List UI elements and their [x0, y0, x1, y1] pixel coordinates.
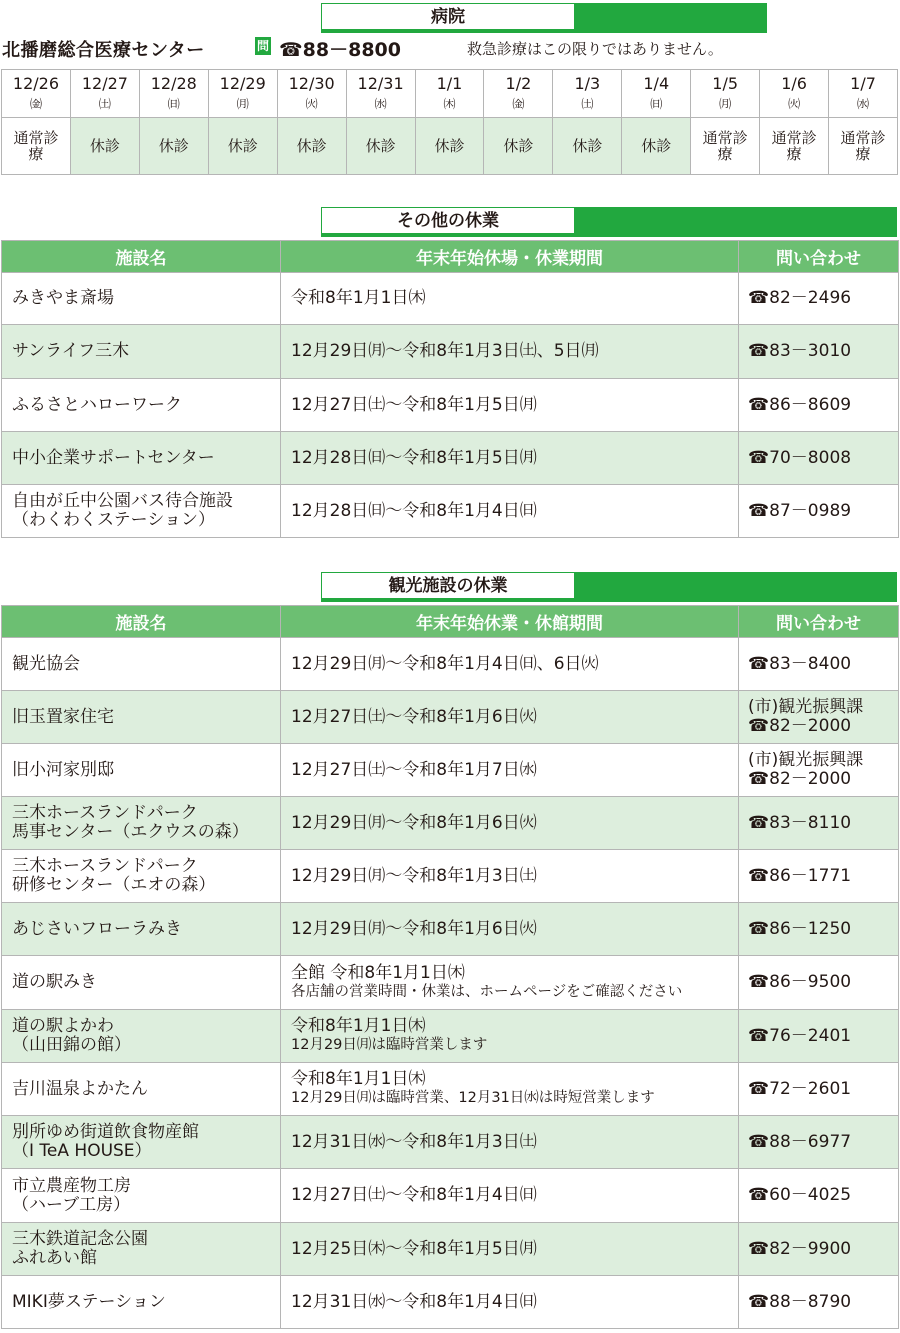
- period-text: 令和8年1月1日㈭: [291, 288, 426, 308]
- period-text: 12月29日㈪～令和8年1月6日㈫: [291, 918, 537, 939]
- period-cell: [281, 1116, 739, 1169]
- calendar-date: 12/28: [150, 73, 197, 93]
- facility-name: 三木ホースランドパーク: [12, 803, 198, 823]
- period-text: 12月27日㈯～令和8年1月6日㈫: [291, 706, 537, 727]
- facility-cell: [2, 956, 281, 1010]
- period-cell: [281, 691, 739, 744]
- facility-name-sub: （わくわくステーション）: [12, 510, 215, 530]
- calendar-date: 1/6: [781, 73, 807, 93]
- calendar-date: 1/2: [505, 73, 532, 93]
- calendar-date-cell: [553, 70, 622, 118]
- calendar-date: 12/29: [219, 73, 266, 93]
- inquiry-icon: 問: [256, 39, 269, 53]
- facility-name: 旧玉置家住宅: [12, 706, 114, 727]
- facility-name: 市立農産物工房: [12, 1175, 131, 1196]
- period-cell: [281, 379, 739, 432]
- facility-name-sub: 研修センター（エオの森）: [12, 875, 216, 895]
- table-row: [2, 1010, 899, 1063]
- calendar-date-cell: [139, 70, 208, 118]
- calendar-date-cell: [484, 70, 553, 118]
- table-row: [2, 850, 899, 903]
- contact-phone: ☎88－6977: [748, 1131, 852, 1152]
- calendar-status-cell: 休診: [139, 118, 208, 175]
- col-header-contact: 問い合わせ: [739, 606, 899, 638]
- hospital-note: 救急診療はこの限りではありません。: [467, 40, 723, 58]
- facility-name-sub: （ハーブ工房）: [12, 1194, 131, 1215]
- period-cell: [281, 1276, 739, 1329]
- facility-name: 吉川温泉よかたん: [12, 1078, 148, 1099]
- calendar-date-cell: [346, 70, 415, 118]
- period-cell: [281, 744, 739, 797]
- facility-name: 道の駅みき: [12, 972, 97, 992]
- calendar-weekday: ㈮: [512, 96, 525, 111]
- table-row: [2, 432, 899, 485]
- calendar-weekday: ㈫: [305, 96, 318, 111]
- calendar-date-cell: [277, 70, 346, 118]
- calendar-weekday: ㈪: [719, 96, 732, 111]
- table-row: [2, 744, 899, 797]
- facility-name: 旧小河家別邸: [12, 759, 114, 780]
- facility-name: 別所ゆめ街道飲食物産館: [12, 1122, 199, 1142]
- period-cell: [281, 485, 739, 538]
- calendar-weekday: ㈰: [167, 96, 180, 111]
- calendar-date-cell: [415, 70, 484, 118]
- table-row: [2, 1223, 899, 1276]
- facility-name-sub: （I TeA HOUSE）: [12, 1141, 152, 1161]
- contact-cell: [739, 1223, 899, 1276]
- hospital-calendar: [1, 69, 898, 175]
- contact-phone: ☎88－8790: [748, 1291, 852, 1312]
- table-row: [2, 1169, 899, 1223]
- contact-cell: [739, 1276, 899, 1329]
- calendar-status-cell: 通常診療: [2, 118, 71, 175]
- facility-name: MIKI夢ステーション: [12, 1291, 166, 1312]
- other-section-header: [321, 207, 897, 237]
- calendar-status-cell: 休診: [346, 118, 415, 175]
- contact-cell: [739, 903, 899, 956]
- contact-cell: [739, 1169, 899, 1223]
- facility-name: 中小企業サポートセンター: [12, 447, 215, 468]
- calendar-status-cell: 通常診療: [760, 118, 829, 175]
- table-row: [2, 485, 899, 538]
- calendar-date: 1/3: [574, 73, 601, 93]
- facility-name: 道の駅よかわ: [12, 1016, 114, 1036]
- period-cell: [281, 638, 739, 691]
- calendar-weekday: ㈬: [374, 96, 387, 111]
- calendar-date-cell: [2, 70, 71, 118]
- contact-phone: ☎86－9500: [748, 972, 852, 992]
- calendar-date-cell: [829, 70, 898, 118]
- section-title: その他の休業: [321, 207, 575, 234]
- facility-name-sub: 馬事センター（エクウスの森）: [12, 822, 249, 842]
- table-row: [2, 273, 899, 325]
- calendar-status-cell: 休診: [415, 118, 484, 175]
- calendar-date: 1/1: [436, 73, 463, 93]
- contact-cell: [739, 273, 899, 325]
- col-header-contact: 問い合わせ: [739, 241, 899, 273]
- contact-phone: ☎70－8008: [748, 447, 852, 468]
- calendar-status-cell: 休診: [208, 118, 277, 175]
- calendar-date-cell: [622, 70, 691, 118]
- period-cell: [281, 956, 739, 1010]
- facility-name: 観光協会: [12, 653, 80, 674]
- contact-phone: ☎87－0989: [748, 500, 852, 521]
- calendar-weekday: ㈫: [788, 96, 801, 111]
- facility-cell: [2, 1010, 281, 1063]
- calendar-status-cell: 通常診療: [691, 118, 760, 175]
- calendar-date-cell: [760, 70, 829, 118]
- contact-department: (市)観光振興課: [748, 750, 864, 770]
- calendar-weekday: ㈯: [581, 96, 594, 111]
- contact-phone: ☎83－8110: [748, 812, 852, 833]
- period-cell: [281, 1223, 739, 1276]
- contact-cell: [739, 325, 899, 379]
- calendar-status-cell: 休診: [553, 118, 622, 175]
- contact-cell: [739, 797, 899, 850]
- facility-cell: [2, 1223, 281, 1276]
- period-note: 12月29日㈪は臨時営業、12月31日㈬は時短営業します: [291, 1090, 655, 1106]
- period-text: 令和8年1月1日㈭: [291, 1016, 426, 1036]
- period-cell: [281, 850, 739, 903]
- calendar-weekday: ㈰: [650, 96, 663, 111]
- other-closures-table: [1, 240, 899, 538]
- tourism-closures-table: [1, 605, 899, 1329]
- contact-cell: [739, 744, 899, 797]
- period-text: 12月29日㈪～令和8年1月4日㈰、6日㈫: [291, 653, 599, 674]
- period-cell: [281, 1010, 739, 1063]
- table-row: [2, 325, 899, 379]
- facility-cell: [2, 432, 281, 485]
- facility-name: ふるさとハローワーク: [12, 394, 182, 415]
- period-text: 12月28日㈰～令和8年1月4日㈰: [291, 500, 537, 521]
- period-cell: [281, 1063, 739, 1116]
- contact-cell: [739, 485, 899, 538]
- facility-name-sub: （山田錦の館）: [12, 1035, 131, 1055]
- period-cell: [281, 432, 739, 485]
- calendar-status-cell: 通常診療: [829, 118, 898, 175]
- period-text: 12月29日㈪～令和8年1月3日㈯、5日㈪: [291, 341, 599, 361]
- period-text: 12月29日㈪～令和8年1月6日㈫: [291, 812, 537, 833]
- facility-cell: [2, 797, 281, 850]
- table-row: [2, 379, 899, 432]
- contact-cell: [739, 1010, 899, 1063]
- period-cell: [281, 325, 739, 379]
- contact-phone: ☎86－8609: [748, 394, 852, 415]
- period-text: 12月25日㈭～令和8年1月5日㈪: [291, 1238, 537, 1259]
- facility-cell: [2, 744, 281, 797]
- contact-cell: [739, 956, 899, 1010]
- hospital-phone: ☎88－8800: [279, 39, 401, 61]
- calendar-date: 12/31: [357, 73, 404, 93]
- period-note: 各店舗の営業時間・休業は、ホームページをご確認ください: [291, 983, 683, 1000]
- period-text: 12月31日㈬～令和8年1月3日㈯: [291, 1131, 537, 1152]
- period-text: 令和8年1月1日㈭: [291, 1069, 426, 1089]
- calendar-status-cell: 休診: [622, 118, 691, 175]
- period-cell: [281, 1169, 739, 1223]
- calendar-date: 1/7: [850, 73, 876, 93]
- period-text: 12月27日㈯～令和8年1月5日㈪: [291, 394, 537, 415]
- period-text: 12月29日㈪～令和8年1月3日㈯: [291, 865, 537, 886]
- facility-name: あじさいフローラみき: [12, 918, 182, 939]
- calendar-status-cell: 休診: [70, 118, 139, 175]
- contact-cell: [739, 379, 899, 432]
- calendar-date: 1/5: [712, 73, 739, 93]
- hospital-name: 北播磨総合医療センター: [2, 40, 205, 61]
- table-row: [2, 691, 899, 744]
- facility-cell: [2, 273, 281, 325]
- calendar-status-cell: 休診: [484, 118, 553, 175]
- period-text: 12月31日㈬～令和8年1月4日㈰: [291, 1291, 537, 1312]
- tourism-section-header: [321, 572, 897, 602]
- col-header-facility: 施設名: [2, 241, 281, 273]
- facility-cell: [2, 1063, 281, 1116]
- contact-phone: ☎82－2496: [748, 288, 852, 308]
- contact-cell: [739, 850, 899, 903]
- contact-cell: [739, 1063, 899, 1116]
- col-header-period: 年末年始休業・休館期間: [281, 606, 739, 638]
- table-row: [2, 638, 899, 691]
- facility-cell: [2, 485, 281, 538]
- calendar-weekday: ㈬: [857, 96, 870, 111]
- period-text: 全館 令和8年1月1日㈭: [291, 962, 465, 983]
- facility-name: サンライフ三木: [12, 341, 130, 361]
- contact-cell: [739, 432, 899, 485]
- facility-cell: [2, 850, 281, 903]
- contact-phone: ☎72－2601: [748, 1078, 852, 1099]
- period-cell: [281, 903, 739, 956]
- col-header-period: 年末年始休場・休業期間: [281, 241, 739, 273]
- facility-cell: [2, 903, 281, 956]
- period-text: 12月28日㈰～令和8年1月5日㈪: [291, 447, 537, 468]
- calendar-weekday: ㈪: [236, 96, 249, 111]
- facility-name: 三木鉄道記念公園: [12, 1229, 148, 1249]
- facility-cell: [2, 325, 281, 379]
- calendar-weekday: ㈭: [443, 96, 456, 111]
- contact-phone: ☎83－3010: [748, 341, 852, 361]
- contact-phone: ☎60－4025: [748, 1185, 852, 1205]
- period-cell: [281, 273, 739, 325]
- contact-phone: ☎76－2401: [748, 1025, 852, 1046]
- contact-cell: [739, 638, 899, 691]
- facility-cell: [2, 1116, 281, 1169]
- contact-phone: ☎86－1771: [748, 865, 852, 886]
- contact-phone: ☎82－9900: [748, 1238, 852, 1259]
- contact-cell: [739, 691, 899, 744]
- table-row: [2, 956, 899, 1010]
- period-cell: [281, 797, 739, 850]
- contact-department: (市)観光振興課: [748, 697, 864, 717]
- section-title: 病院: [321, 3, 575, 30]
- facility-cell: [2, 1276, 281, 1329]
- table-row: [2, 1276, 899, 1329]
- facility-cell: [2, 379, 281, 432]
- facility-name: 三木ホースランドパーク: [12, 856, 198, 876]
- hospital-section-header: [321, 3, 767, 33]
- facility-name: 自由が丘中公園バス待合施設: [12, 491, 233, 511]
- facility-name-sub: ふれあい館: [12, 1248, 97, 1268]
- calendar-date: 12/27: [81, 73, 128, 93]
- col-header-facility: 施設名: [2, 606, 281, 638]
- calendar-date: 12/30: [288, 73, 335, 93]
- contact-phone: ☎83－8400: [748, 653, 852, 674]
- table-row: [2, 903, 899, 956]
- contact-phone: ☎82－2000: [748, 716, 852, 736]
- calendar-weekday: ㈯: [98, 96, 111, 111]
- calendar-weekday: ㈮: [29, 96, 42, 111]
- facility-cell: [2, 1169, 281, 1223]
- period-text: 12月27日㈯～令和8年1月4日㈰: [291, 1185, 537, 1205]
- table-row: [2, 797, 899, 850]
- facility-cell: [2, 638, 281, 691]
- table-row: [2, 1116, 899, 1169]
- calendar-date-cell: [70, 70, 139, 118]
- calendar-date-cell: [208, 70, 277, 118]
- contact-phone: ☎82－2000: [748, 769, 852, 789]
- contact-phone: ☎86－1250: [748, 918, 852, 939]
- contact-cell: [739, 1116, 899, 1169]
- calendar-status-cell: 休診: [277, 118, 346, 175]
- period-text: 12月27日㈯～令和8年1月7日㈬: [291, 759, 537, 780]
- section-title: 観光施設の休業: [321, 572, 575, 599]
- facility-cell: [2, 691, 281, 744]
- calendar-date: 12/26: [12, 73, 60, 93]
- period-note: 12月29日㈪は臨時営業します: [291, 1037, 488, 1053]
- table-row: [2, 1063, 899, 1116]
- calendar-date-cell: [691, 70, 760, 118]
- facility-name: みきやま斎場: [12, 288, 114, 308]
- calendar-date: 1/4: [643, 73, 670, 93]
